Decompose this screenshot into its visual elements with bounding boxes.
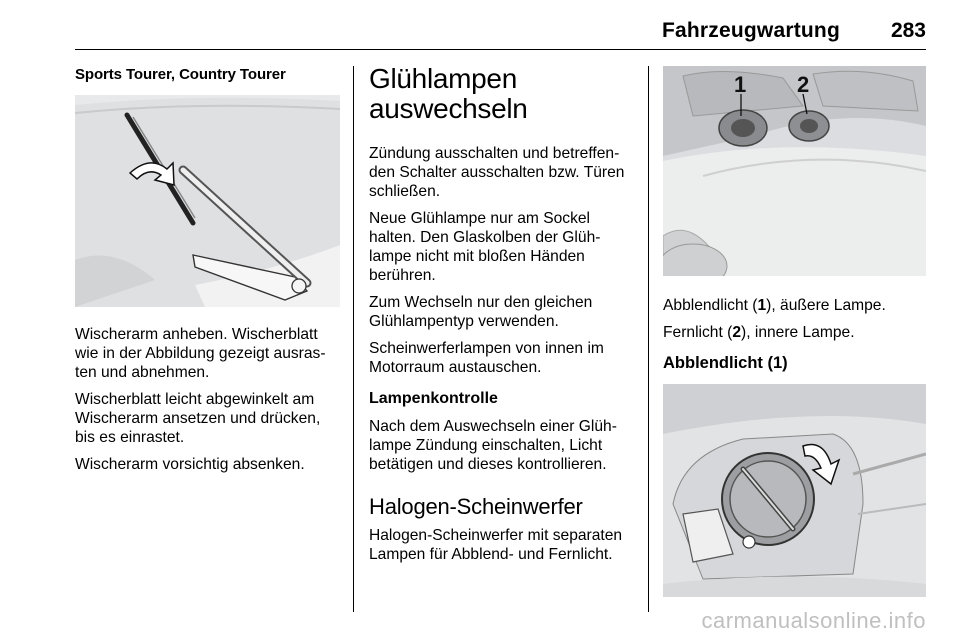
engine-bay-illustration	[663, 66, 926, 276]
wiper-subheading: Sports Tourer, Country Tourer	[75, 66, 286, 83]
wiper-paragraph-1: Wischerarm anheben. Wischerblatt wie in der Abbildung gezeigt ausras-ten und abnehmen.	[75, 326, 326, 381]
bulbs-paragraph-2: Neue Glühlampe nur am Sockel halten. Den Glaskolben der Glüh-lampe nicht mit bloßen Händen berühren.	[369, 210, 601, 284]
watermark: carmanualsonline.info	[701, 608, 926, 633]
figure-label-1: 1	[734, 72, 747, 97]
column-wiper	[75, 62, 340, 482]
headlamp-cover-illustration	[663, 384, 926, 597]
page-number: 283	[890, 19, 926, 42]
column-bulbs	[369, 62, 637, 572]
figure-label-2: 2	[797, 72, 810, 97]
wiper-arm-illustration	[75, 95, 340, 307]
column-divider-right	[648, 66, 649, 612]
section-title: Glühlampen auswechseln	[369, 63, 528, 124]
header-rule	[75, 49, 926, 50]
wiper-paragraph-3: Wischerarm vorsichtig absenken.	[75, 456, 305, 473]
low-beam-subheading: Abblendlicht (1)	[663, 354, 788, 372]
column-divider-left	[353, 66, 354, 612]
bulbs-paragraph-4: Scheinwerferlampen von innen im Motorraum austauschen.	[369, 340, 604, 376]
bulbs-paragraph-3: Zum Wechseln nur den gleichen Glühlampentyp verwenden.	[369, 294, 593, 330]
column-headlamp	[663, 62, 926, 597]
halogen-heading: Halogen-Scheinwerfer	[369, 494, 583, 519]
caption-high-beam: Fernlicht (2), innere Lampe.	[663, 324, 855, 341]
lamp-check-text: Nach dem Auswechseln einer Glüh-lampe Zündung einschalten, Licht betätigen und dieses kontrollieren.	[369, 418, 617, 473]
bulbs-paragraph-1: Zündung ausschalten und betreffen-den Schalter ausschalten bzw. Türen schließen.	[369, 145, 625, 200]
lamp-check-heading: Lampenkontrolle	[369, 390, 498, 407]
wiper-paragraph-2: Wischerblatt leicht abgewinkelt am Wischerarm ansetzen und drücken, bis es einrastet.	[75, 391, 321, 446]
header-title: Fahrzeugwartung	[661, 19, 840, 42]
caption-low-beam: Abblendlicht (1), äußere Lampe.	[663, 297, 886, 314]
halogen-text: Halogen-Scheinwerfer mit separaten Lampen für Abblend- und Fernlicht.	[369, 527, 623, 563]
page-header	[75, 0, 926, 50]
